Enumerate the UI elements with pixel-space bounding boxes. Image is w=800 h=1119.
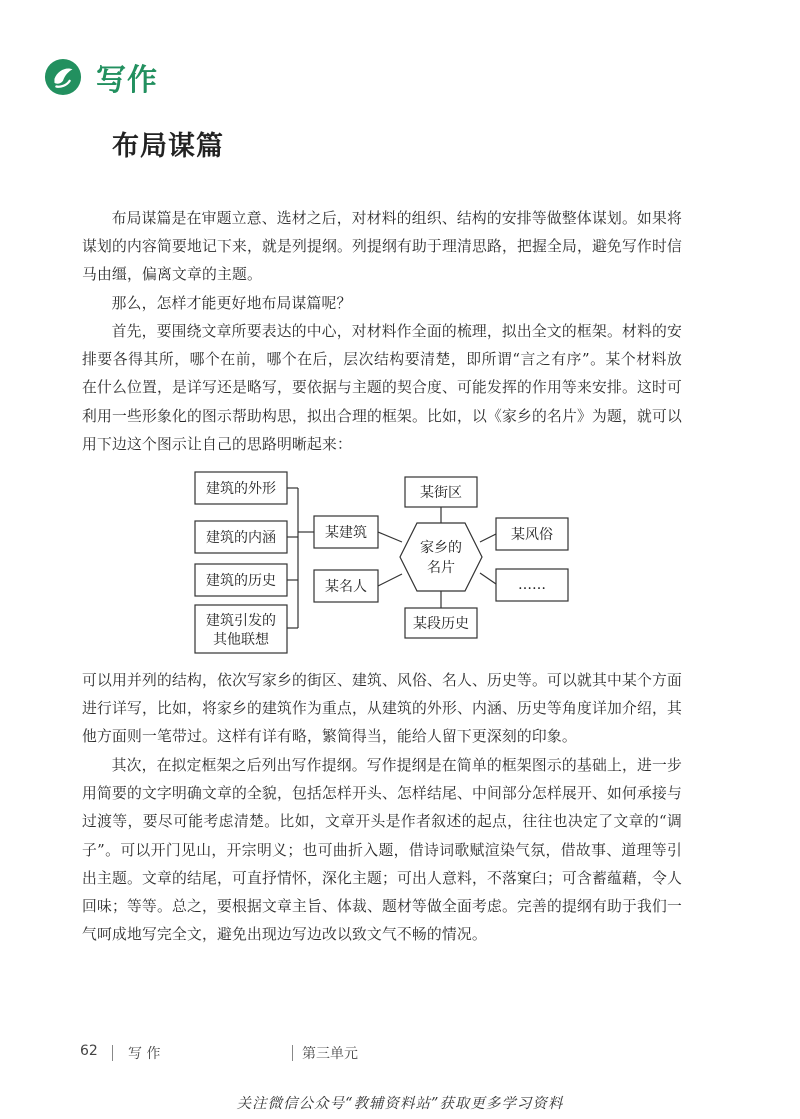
pen-nib-circle-icon — [44, 58, 82, 96]
branch-label-custom: 某风俗 — [511, 527, 553, 543]
section-header — [44, 57, 158, 97]
branch-label-history: 某段历史 — [413, 616, 469, 632]
branch-label-district: 某街区 — [420, 485, 462, 501]
footer-unit: 第三单元 — [302, 1046, 358, 1062]
detail-label-associations-line2: 其他联想 — [213, 632, 269, 648]
paragraph-question: 那么，怎样才能更好地布局谋篇呢？ — [111, 295, 352, 312]
branch-label-more: …… — [518, 577, 546, 593]
footer-divider — [292, 1045, 293, 1061]
lesson-title: 布局谋篇 — [112, 131, 224, 162]
branch-label-building: 某建筑 — [325, 525, 367, 541]
branch-label-person: 某名人 — [325, 579, 367, 595]
paragraph-second-step: 其次，在拟定框架之后列出写作提纲。写作提纲是在简单的框架图示的基础上，进一步用简要的文字明确文章的全貌，包括怎样开头、怎样结尾、中间部分怎样展开、如何承接与过渡等，要尽可能考虑清楚。比如，文章开头是作者叙述的起点，往往也决定了文章的“调子”。可以开门见山，开宗明义；也可曲折入题，借诗词歌赋渲染气氛，借故事、道理等引出主题。文章的结尾，可直抒情怀，深化主题；可出人意料，不落窠臼；可含蓄蕴藉，令人回味；等等。总之，要根据文章主旨、体裁、题材等做全面考虑。完善的提纲有助于我们一气呵成地写完全文，避免出现边写边改以致文气不畅的情况。 — [82, 757, 682, 944]
center-hexagon — [400, 523, 482, 591]
center-label-line1: 家乡的 — [420, 540, 462, 556]
paragraph-intro: 布局谋篇是在审题立意、选材之后，对材料的组织、结构的安排等做整体谋划。如果将谋划的内容简要地记下来，就是列提纲。列提纲有助于理清思路，把握全局，避免写作时信马由缰，偏离文章的主题。 — [82, 210, 682, 284]
center-label-line2: 名片 — [427, 560, 455, 576]
detail-label-exterior: 建筑的外形 — [206, 481, 276, 497]
paragraph-structure: 可以用并列的结构，依次写家乡的街区、建筑、风俗、名人、历史等。可以就其中某个方面进行详写，比如，将家乡的建筑作为重点，从建筑的外形、内涵、历史等角度详加介绍，其他方面则一笔带过。这样有详有略，繁简得当，能给人留下更深刻的印象。 — [82, 672, 682, 746]
section-title: 写作 — [96, 63, 158, 98]
outline-diagram — [190, 462, 580, 662]
footer-divider — [112, 1045, 113, 1061]
paragraph-first-step: 首先，要围绕文章所要表达的中心，对材料作全面的梳理，拟出全文的框架。材料的安排要各得其所，哪个在前，哪个在后，层次结构要清楚，即所谓“言之有序”。某个材料放在什么位置，是详写还是略写，要依据与主题的契合度、可能发挥的作用等来安排。这时可利用一些形象化的图示帮助构思，拟出合理的框架。比如，以《家乡的名片》为题，就可以用下边这个图示让自己的思路明晰起来： — [82, 323, 682, 453]
page-footer — [80, 1043, 720, 1067]
page-number: 62 — [80, 1043, 98, 1059]
detail-label-meaning: 建筑的内涵 — [206, 530, 276, 546]
detail-label-associations-line1: 建筑引发的 — [206, 613, 276, 629]
footer-book-part: 写 作 — [128, 1046, 161, 1062]
detail-label-history: 建筑的历史 — [206, 573, 276, 589]
watermark-text: 关注微信公众号“教辅资料站”获取更多学习资料 — [236, 1096, 564, 1112]
